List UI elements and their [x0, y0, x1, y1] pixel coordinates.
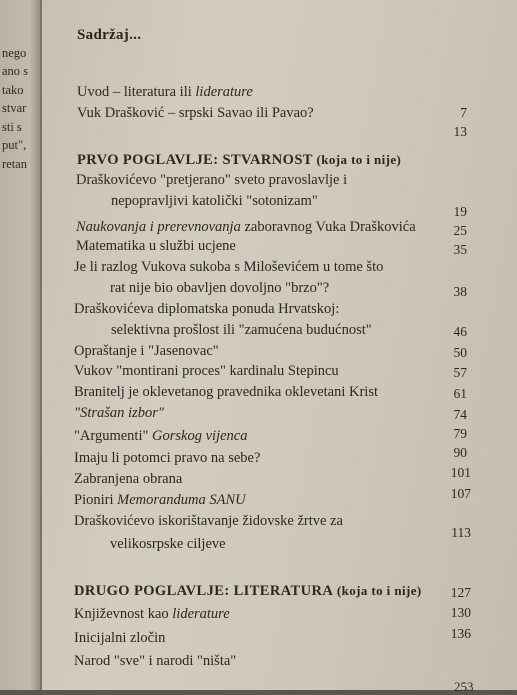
toc-page-number: 25 [453, 223, 467, 238]
toc-entry: Pioniri Memoranduma SANU [74, 492, 246, 508]
toc-entry: Narod "sve" i narodi "ništa" [74, 653, 237, 669]
left-page-fragment: sti s [2, 120, 22, 134]
left-page-fragment: put", [2, 138, 27, 152]
toc-page-number: 38 [453, 284, 467, 299]
left-page-fragment: stvar [2, 101, 27, 115]
toc-entry: Vukov "montirani proces" kardinalu Stepincu [74, 363, 339, 379]
left-page-fragment: nego [2, 46, 27, 60]
left-page-fragment: ano s [2, 64, 29, 78]
toc-entry: Draškovićevo "pretjerano" sveto pravoslavlje i [76, 172, 348, 188]
toc-entry: Naukovanja i prerevnovanja zaboravnog Vuka Draškovića [76, 219, 416, 235]
toc-page-number: 57 [453, 365, 467, 380]
toc-page-number: 127 [450, 585, 471, 600]
left-page-fragment: retan [2, 157, 27, 171]
toc-entry: Imaju li potomci pravo na sebe? [74, 450, 261, 466]
toc-entry: nepopravljivi katolički "sotonizam" [111, 193, 318, 209]
toc-page-number: 19 [453, 204, 467, 219]
toc-entry: Vuk Drašković – srpski Savao ili Pavao? [77, 105, 314, 121]
toc-entry: Zabranjena obrana [74, 471, 183, 487]
toc-page-number: 113 [451, 525, 471, 540]
toc-entry: Je li razlog Vukova sukoba s Miloševićem u tome što [74, 259, 384, 275]
toc-page-number: 136 [450, 626, 471, 641]
toc-heading: Sadržaj... [77, 27, 142, 43]
toc-page-number: 101 [450, 465, 471, 480]
toc-entry: Opraštanje i "Jasenovac" [74, 343, 219, 359]
toc-entry: Inicijalni zločin [74, 630, 166, 646]
toc-page-number: 13 [453, 124, 467, 139]
left-page-fragment: tako [2, 83, 24, 97]
toc-entry: Branitelj je oklevetanog pravednika oklevetani Krist [74, 384, 378, 400]
toc-entry: Draškovićeva diplomatska ponuda Hrvatskoj: [74, 301, 340, 317]
toc-page-number: 130 [450, 605, 471, 620]
page-number-partial: 253 [454, 679, 474, 694]
toc-page-number: 74 [453, 407, 467, 422]
chapter-heading: PRVO POGLAVLJE: STVARNOST (koja to i nije) [77, 152, 402, 168]
toc-page-number: 79 [453, 426, 467, 441]
toc-page-number: 7 [460, 105, 467, 120]
toc-entry: Draškovićevo iskorištavanje židovske žrtve za [74, 513, 343, 529]
toc-entry: Književnost kao liderature [74, 606, 230, 622]
toc-page-number: 46 [453, 324, 467, 339]
toc-entry: velikosrpske ciljeve [110, 536, 226, 552]
toc-page-number: 107 [450, 486, 471, 501]
toc-page-number: 61 [453, 386, 467, 401]
toc-entry: Uvod – literatura ili liderature [77, 84, 253, 100]
toc-page-number: 90 [453, 445, 467, 460]
toc-entry: Matematika u službi ucjene [76, 238, 236, 254]
toc-page-number: 35 [453, 242, 467, 257]
toc-entry: "Argumenti" Gorskog vijenca [74, 428, 248, 444]
left-page-edge [0, 0, 42, 690]
toc-entry: "Strašan izbor" [74, 405, 164, 421]
toc-entry: selektivna prošlost ili "zamućena budućnost" [111, 322, 372, 338]
toc-page-number: 50 [453, 345, 467, 360]
toc-entry: rat nije bio obavljen dovoljno "brzo"? [110, 280, 330, 296]
chapter-heading: DRUGO POGLAVLJE: LITERATURA (koja to i nije) [74, 583, 422, 599]
